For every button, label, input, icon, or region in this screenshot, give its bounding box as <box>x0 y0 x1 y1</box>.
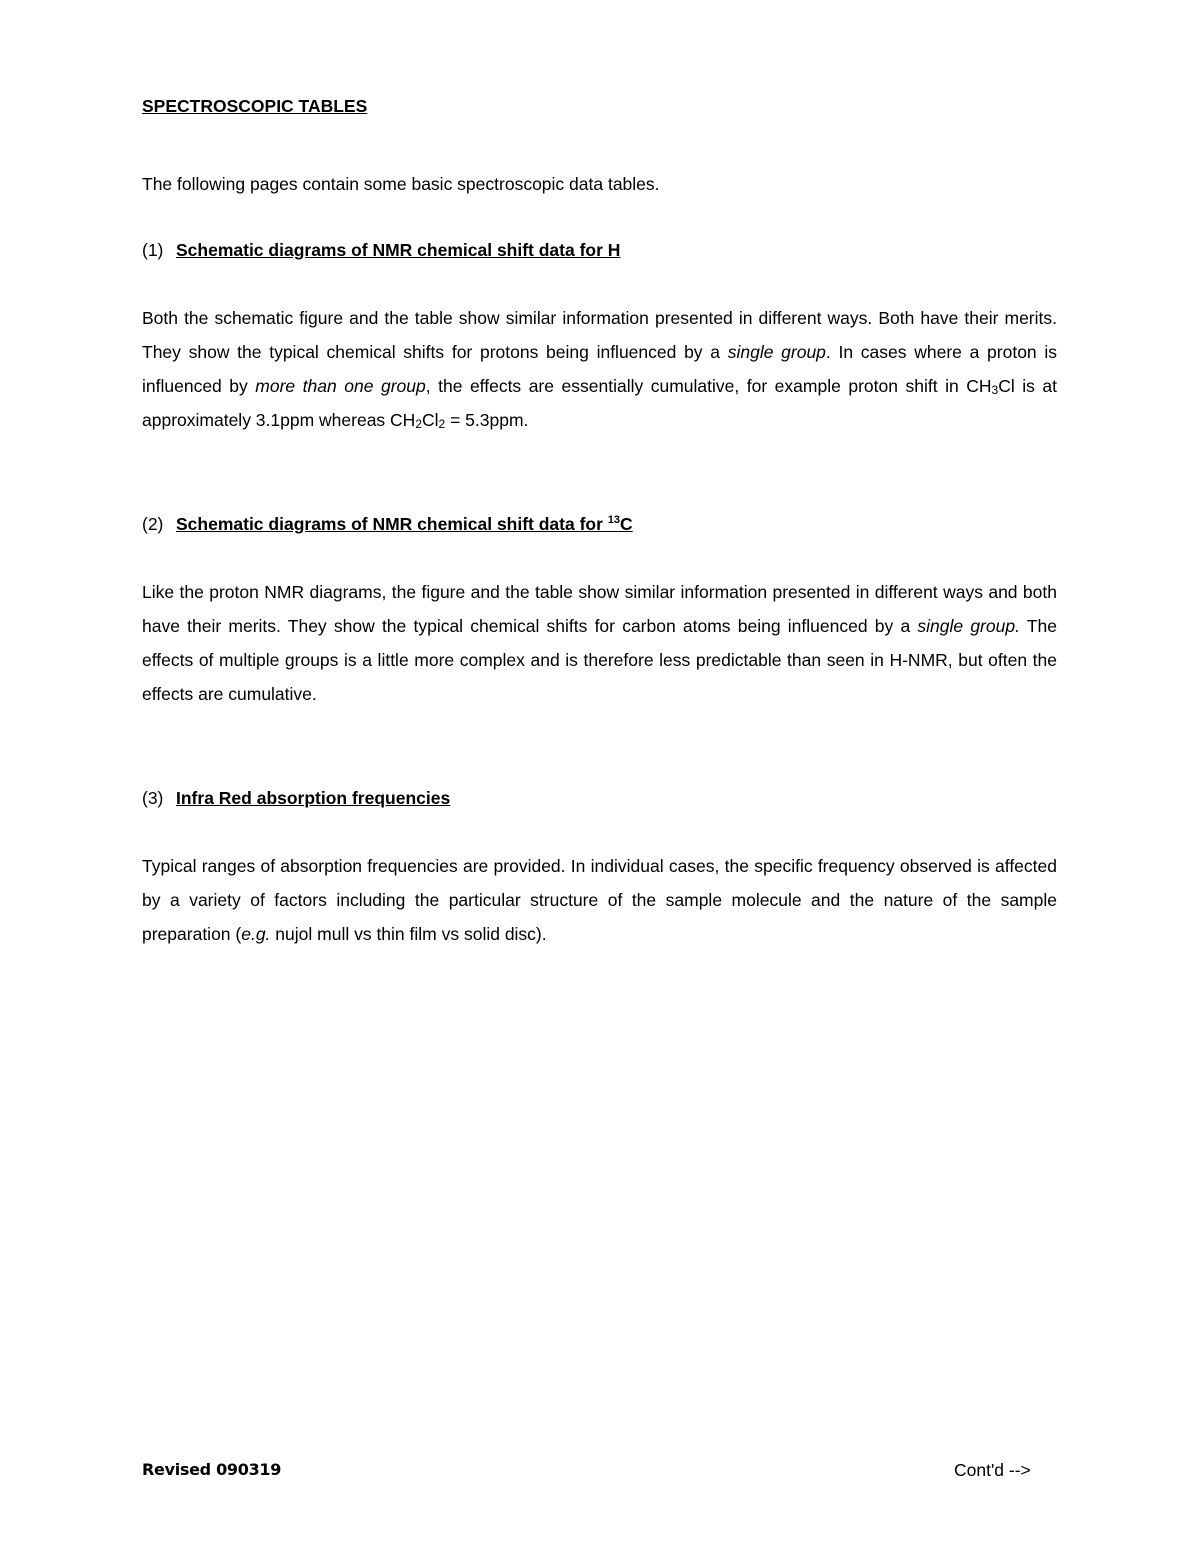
section-2-title-text: Schematic diagrams of NMR chemical shift data for <box>176 514 608 534</box>
section-2-title-text: C <box>620 514 633 534</box>
page-title: SPECTROSCOPIC TABLES <box>142 96 368 116</box>
subscript: 2 <box>438 417 446 431</box>
section-1-text: , the effects are essentially cumulative, for example proton shift in CH <box>425 376 992 396</box>
section-2-number: (2) <box>142 514 164 534</box>
section-1-text: . In cases where a proton is influenced by <box>142 342 1058 396</box>
section-1-text: Both the schematic figure and the table show similar information presented in different ways. Both have their merits. They show the typical chemical shifts for protons being influenced by a <box>142 308 1057 362</box>
section-2-heading <box>142 512 1057 536</box>
section-3-paragraph <box>142 849 1057 951</box>
section-3-title: Infra Red absorption frequencies <box>176 788 451 808</box>
document-body <box>142 94 1057 951</box>
section-3-number: (3) <box>142 788 164 808</box>
section-1-paragraph <box>142 301 1057 437</box>
section-1-emphasis: single group <box>727 342 826 362</box>
section-1-title: Schematic diagrams of NMR chemical shift data for H <box>176 240 621 260</box>
section-1-text: Cl is at approximately 3.1ppm whereas CH <box>142 376 1057 430</box>
intro-paragraph: The following pages contain some basic spectroscopic data tables. <box>142 174 660 194</box>
section-3-emphasis: e.g. <box>241 924 271 944</box>
section-3-text: Typical ranges of absorption frequencies are provided. In individual cases, the specific frequency observed is affected by a variety of factors including the particular structure of the sample molecule and the nature of the sample preparation ( <box>142 856 1057 944</box>
section-1-heading <box>142 238 1057 262</box>
section-2-paragraph <box>142 575 1057 711</box>
section-1-number: (1) <box>142 240 164 260</box>
section-1-emphasis: more than one group <box>255 376 426 396</box>
subscript: 2 <box>415 417 423 431</box>
section-2-text: Like the proton NMR diagrams, the figure and the table show similar information presented in different ways and both have their merits. They show the typical chemical shifts for carbon atoms being influenced by a <box>142 582 1057 636</box>
section-2-text: The effects of multiple groups is a little more complex and is therefore less predictable than seen in H-NMR, but often the effects are cumulative. <box>142 616 1057 704</box>
footer-revision: Revised 090319 <box>142 1460 282 1479</box>
section-2-title <box>176 514 633 534</box>
section-1-text: Cl <box>422 410 439 430</box>
section-1-text: = 5.3ppm. <box>445 410 529 430</box>
section-3-text: nujol mull vs thin film vs solid disc). <box>270 924 547 944</box>
section-2-emphasis: single group. <box>917 616 1020 636</box>
section-3-heading <box>142 786 1057 810</box>
footer-continued: Cont'd --> <box>954 1460 1031 1480</box>
subscript: 3 <box>991 383 999 397</box>
superscript: 13 <box>607 514 621 526</box>
